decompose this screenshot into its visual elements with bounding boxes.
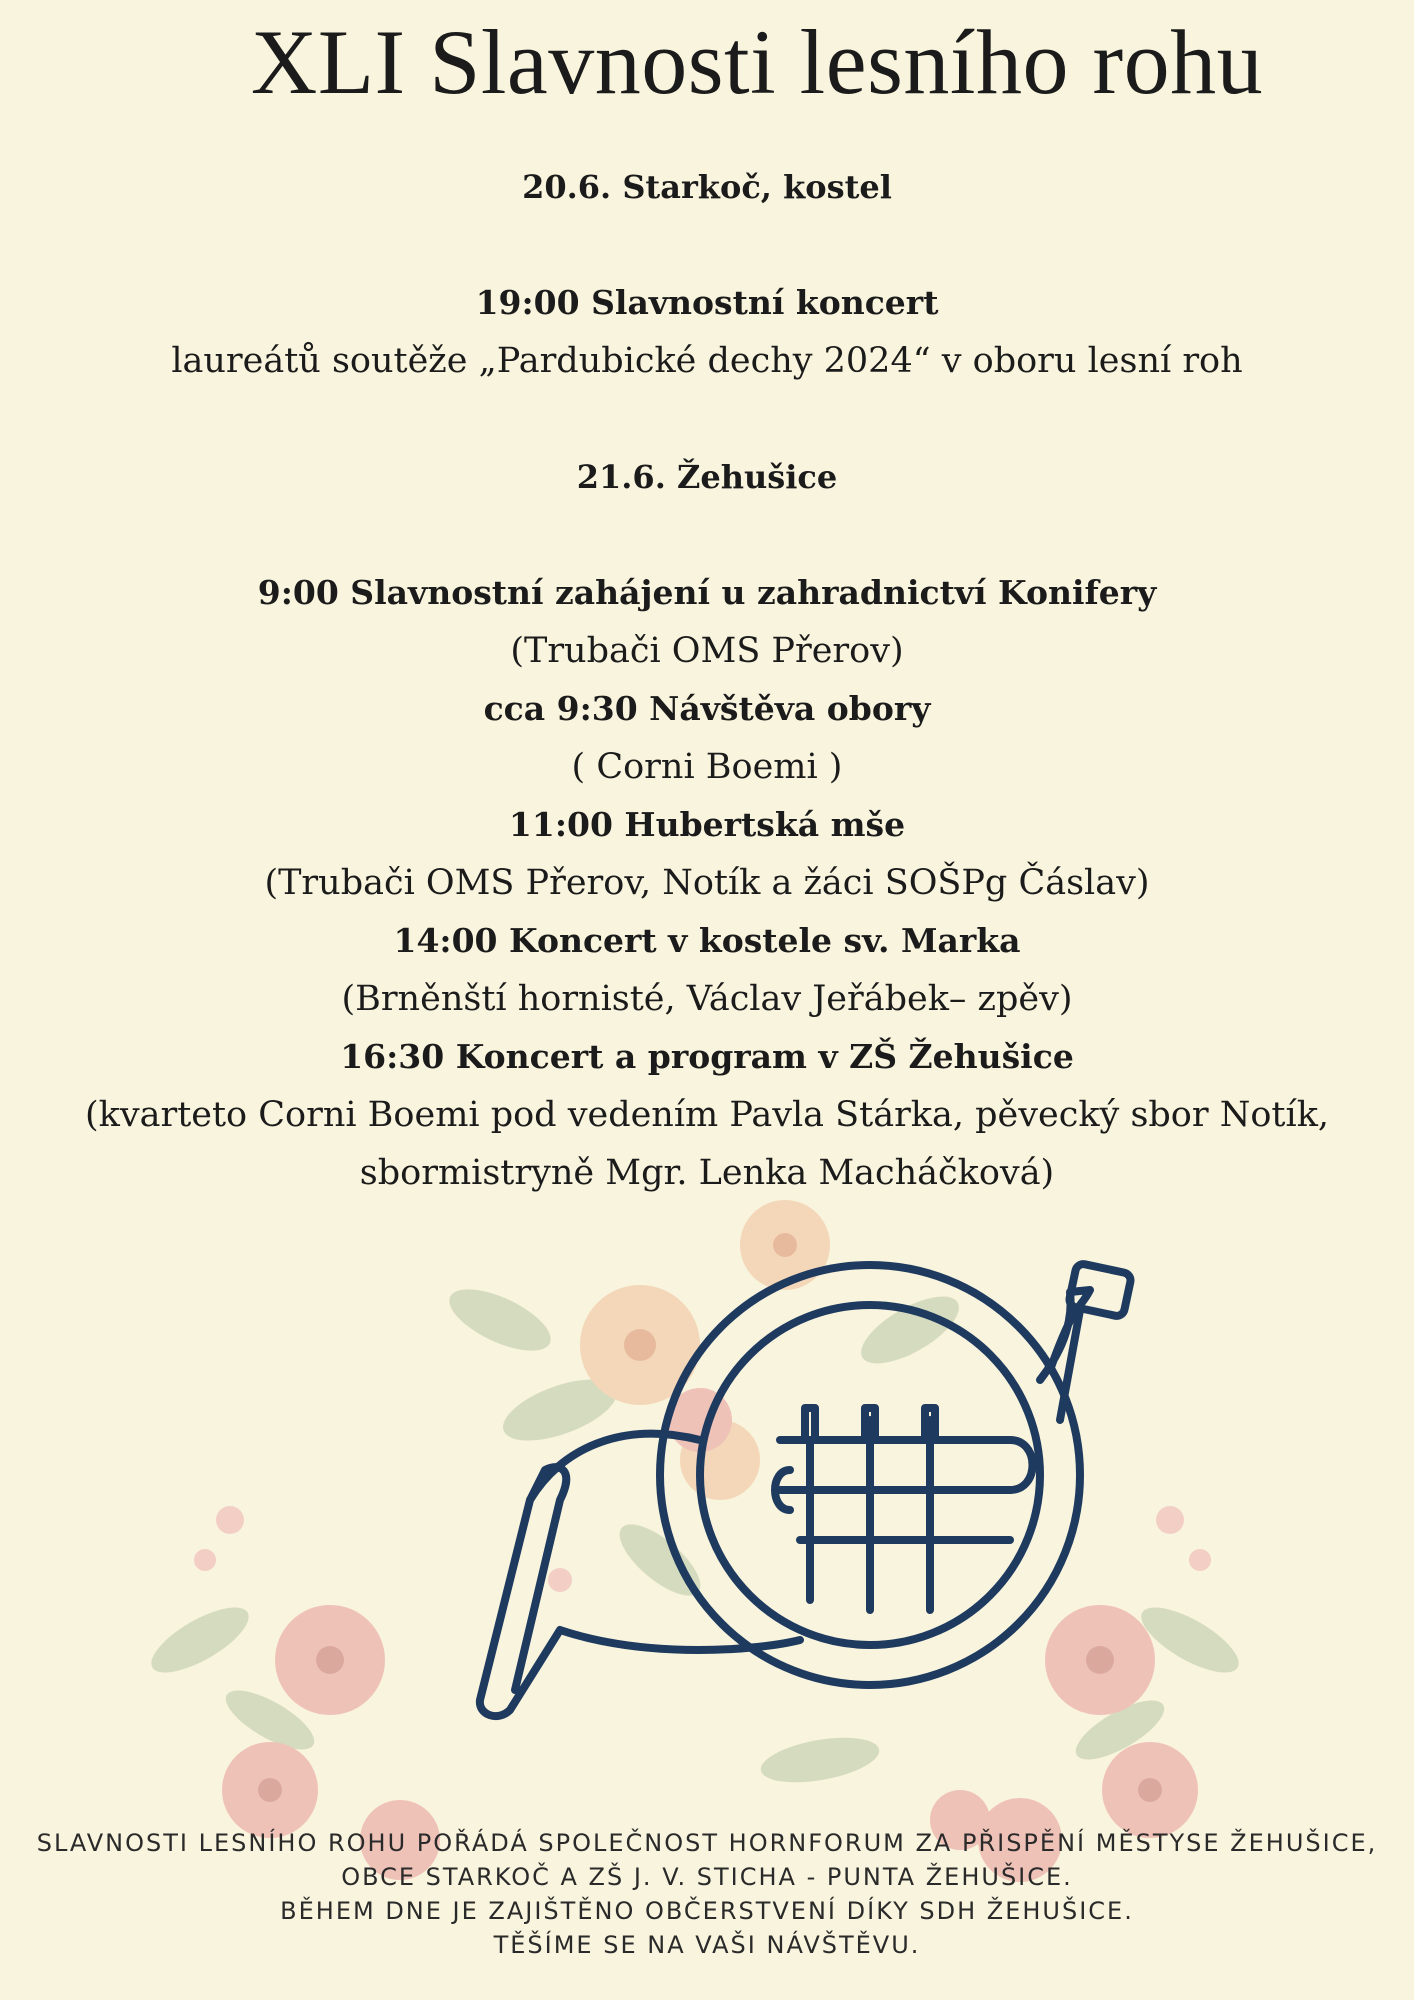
poster-title: XLI Slavnosti lesního rohu: [250, 11, 1264, 113]
event-desc-continued: sbormistryně Mgr. Lenka Macháčková): [359, 1153, 1055, 1193]
event-desc: (Brněnští hornisté, Václav Jeřábek– zpěv): [341, 979, 1073, 1019]
event-desc: (kvarteto Corni Boemi pod vedením Pavla Stárka, pěvecký sbor Notík,: [84, 1095, 1330, 1135]
footer-line: SLAVNOSTI LESNÍHO ROHU POŘÁDÁ SPOLEČNOST HORNFORUM ZA PŘISPĚNÍ MĚSTYSE ŽEHUŠICE,: [36, 1829, 1378, 1857]
event-desc: (Trubači OMS Přerov): [510, 631, 904, 671]
day1-date: 20.6. Starkoč, kostel: [522, 168, 892, 206]
event-title: 11:00 Hubertská mše: [508, 805, 906, 844]
spacer: [0, 390, 1414, 448]
footer-note: [0, 1826, 1414, 1962]
footer-line: OBCE STARKOČ A ZŠ J. V. STICHA - PUNTA ŽEHUŠICE.: [341, 1863, 1073, 1891]
event-title: cca 9:30 Návštěva obory: [483, 689, 931, 728]
spacer: [0, 506, 1414, 564]
french-horn-icon: [480, 1263, 1132, 1716]
footer-line: BĚHEM DNE JE ZAJIŠTĚNO OBČERSTVENÍ DÍKY SDH ŽEHUŠICE.: [280, 1897, 1134, 1925]
event-title: 16:30 Koncert a program v ZŠ Žehušice: [340, 1037, 1074, 1076]
event-title: 9:00 Slavnostní zahájení u zahradnictví Konifery: [257, 573, 1157, 612]
footer-line: TĚŠÍME SE NA VAŠI NÁVŠTĚVU.: [493, 1931, 921, 1959]
event-title: 19:00 Slavnostní koncert: [475, 283, 939, 322]
spacer: [0, 216, 1414, 274]
day2-date: 21.6. Žehušice: [576, 458, 838, 496]
event-title: 14:00 Koncert v kostele sv. Marka: [393, 921, 1021, 960]
event-desc: (Trubači OMS Přerov, Notík a žáci SOŠPg Čáslav): [264, 863, 1150, 903]
program: [0, 158, 1414, 1202]
event-desc: laureátů soutěže „Pardubické dechy 2024“ v oboru lesní roh: [171, 341, 1243, 381]
event-desc: ( Corni Boemi ): [571, 747, 843, 787]
